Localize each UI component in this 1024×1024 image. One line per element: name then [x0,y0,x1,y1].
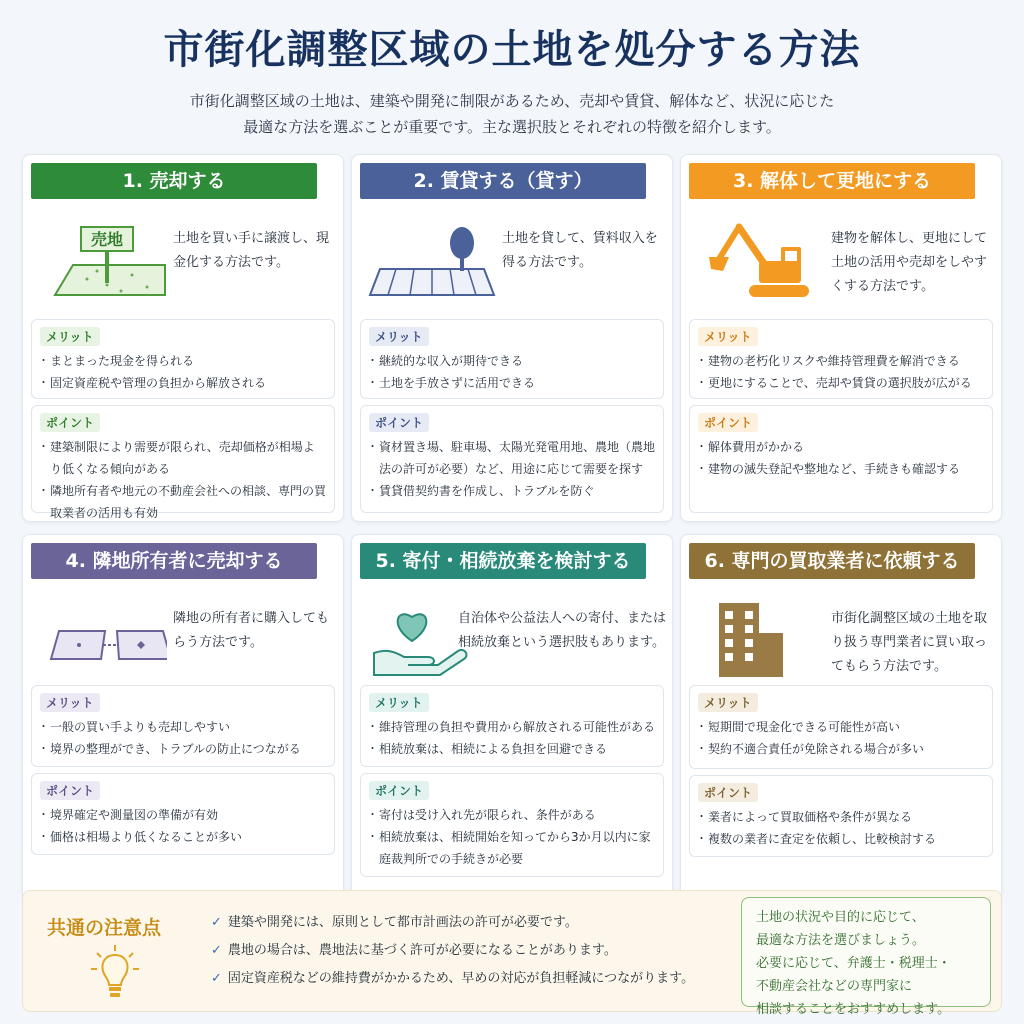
card-header: 1. 売却する [31,163,317,199]
point-item: ・ 複数の業者に査定を依頼し、比較検討する [698,828,984,850]
point-box [31,405,335,520]
point-item: ・ 隣地所有者や地元の不動産会社への相談、専門の買取業者の活用も有効 [40,480,326,524]
merit-box [689,319,993,399]
note-item [211,937,694,965]
merit-item: ・ 境界の整理ができ、トラブルの防止につながる [40,738,326,760]
point-item: ・ 建築制限により需要が限られ、売却価格が相場より低くなる傾向がある [40,436,326,480]
point-label: ポイント [369,413,429,432]
merit-box [360,685,664,767]
point-box [689,775,993,857]
point-box [31,773,335,855]
merit-box [360,319,664,399]
merit-item: ・ 契約不適合責任が免除される場合が多い [698,738,984,760]
point-item: ・ 寄付は受け入れ先が限られ、条件がある [369,804,655,826]
card-sell-neighbor [22,534,344,902]
check-icon: ✓ [211,971,222,986]
note-item [211,909,694,937]
merit-label: メリット [40,327,100,346]
point-item: ・ 業者によって買取価格や条件が異なる [698,806,984,828]
merit-box [31,685,335,767]
point-item: ・ 建物の滅失登記や整地など、手続きも確認する [698,458,984,480]
merit-item: ・ 相続放棄は、相続による負担を回避できる [369,738,655,760]
merit-label: メリット [698,327,758,346]
point-item: ・ 相続放棄は、相続開始を知ってから3か月以内に家庭裁判所での手続きが必要 [369,826,655,870]
page-subtitle [0,88,1024,140]
point-label: ポイント [40,413,100,432]
card-lease [351,154,673,522]
sign-text: 売地 [90,230,124,249]
point-label: ポイント [698,413,758,432]
subtitle-line: 最適な方法を選ぶことが重要です。主な選択肢とそれぞれの特徴を紹介します。 [243,118,781,136]
point-item: ・ 価格は相場より低くなることが多い [40,826,326,848]
point-label: ポイント [698,783,758,802]
card-buyer-company [680,534,1002,902]
merit-item: ・ 更地にすることで、売却や賃貸の選択肢が広がる [698,372,984,394]
point-label: ポイント [40,781,100,800]
merit-item: ・ 継続的な収入が期待できる [369,350,655,372]
check-icon: ✓ [211,915,222,930]
office-building-icon [695,599,825,679]
card-description: 隣地の所有者に購入してもらう方法です。 [173,611,330,650]
common-notes-title: 共通の注意点 [47,917,162,939]
note-item [211,965,694,993]
merit-box [689,685,993,769]
common-notes-list [211,909,694,993]
card-donate-renounce [351,534,673,902]
point-box [360,773,664,877]
merit-item: ・ 短期間で現金化できる可能性が高い [698,716,984,738]
point-box [689,405,993,513]
note-text: 農地の場合は、農地法に基づく許可が必要になることがあります。 [227,943,617,958]
land-for-sale-sign-icon [37,219,167,299]
advice-box: 土地の状況や目的に応じて、 最適な方法を選びましょう。 必要に応じて、弁護士・税理士・ 不動産会社などの専門家に 相談することをおすすめします。 [741,897,991,1007]
card-description: 建物を解体し、更地にして土地の活用や売却をしやすくする方法です。 [831,231,988,294]
merit-item: ・ 一般の買い手よりも売却しやすい [40,716,326,738]
merit-label: メリット [40,693,100,712]
card-description: 市街化調整区域の土地を取り扱う専門業者に買い取ってもらう方法です。 [831,611,988,674]
page-title: 市街化調整区域の土地を処分する方法 [163,27,861,73]
merit-item: ・ 維持管理の負担や費用から解放される可能性がある [369,716,655,738]
card-header: 3. 解体して更地にする [689,163,975,199]
subtitle-line: 市街化調整区域の土地は、建築や開発に制限があるため、売却や賃貸、解体など、状況に応じた [189,92,835,110]
point-item: ・ 解体費用がかかる [698,436,984,458]
common-notes-panel [22,890,1002,1017]
merit-item: ・ 固定資産税や管理の負担から解放される [40,372,326,394]
merit-label: メリット [369,693,429,712]
card-header: 5. 寄付・相続放棄を検討する [360,543,646,579]
note-text: 建築や開発には、原則として都市計画法の許可が必要です。 [227,915,578,930]
point-box [360,405,664,513]
lightbulb-icon [91,943,139,999]
card-header: 4. 隣地所有者に売却する [31,543,317,579]
card-header: 2. 賃貸する（貸す） [360,163,646,199]
merit-box [31,319,335,399]
merit-label: メリット [698,693,758,712]
adjacent-lots-icon [37,599,167,679]
point-item: ・ 資材置き場、駐車場、太陽光発電用地、農地（農地法の許可が必要）など、用途に応じて需要を探す [369,436,655,480]
merit-label: メリット [369,327,429,346]
excavator-icon [695,219,825,299]
card-description: 土地を貸して、賃料収入を得る方法です。 [502,231,658,270]
point-item: ・ 境界確定や測量図の準備が有効 [40,804,326,826]
card-description: 土地を買い手に譲渡し、現金化する方法です。 [173,231,330,270]
card-demolish [680,154,1002,522]
merit-item: ・ 建物の老朽化リスクや維持管理費を解消できる [698,350,984,372]
card-header: 6. 専門の買取業者に依頼する [689,543,975,579]
card-description: 自治体や公益法人への寄付、または相続放棄という選択肢もあります。 [458,611,667,650]
point-label: ポイント [369,781,429,800]
merit-item: ・ まとまった現金を得られる [40,350,326,372]
check-icon: ✓ [211,943,222,958]
merit-item: ・ 土地を手放さずに活用できる [369,372,655,394]
farmland-tree-icon [366,219,496,299]
point-item: ・ 賃貸借契約書を作成し、トラブルを防ぐ [369,480,655,502]
card-sell [22,154,344,522]
note-text: 固定資産税などの維持費がかかるため、早めの対応が負担軽減につながります。 [227,971,695,986]
